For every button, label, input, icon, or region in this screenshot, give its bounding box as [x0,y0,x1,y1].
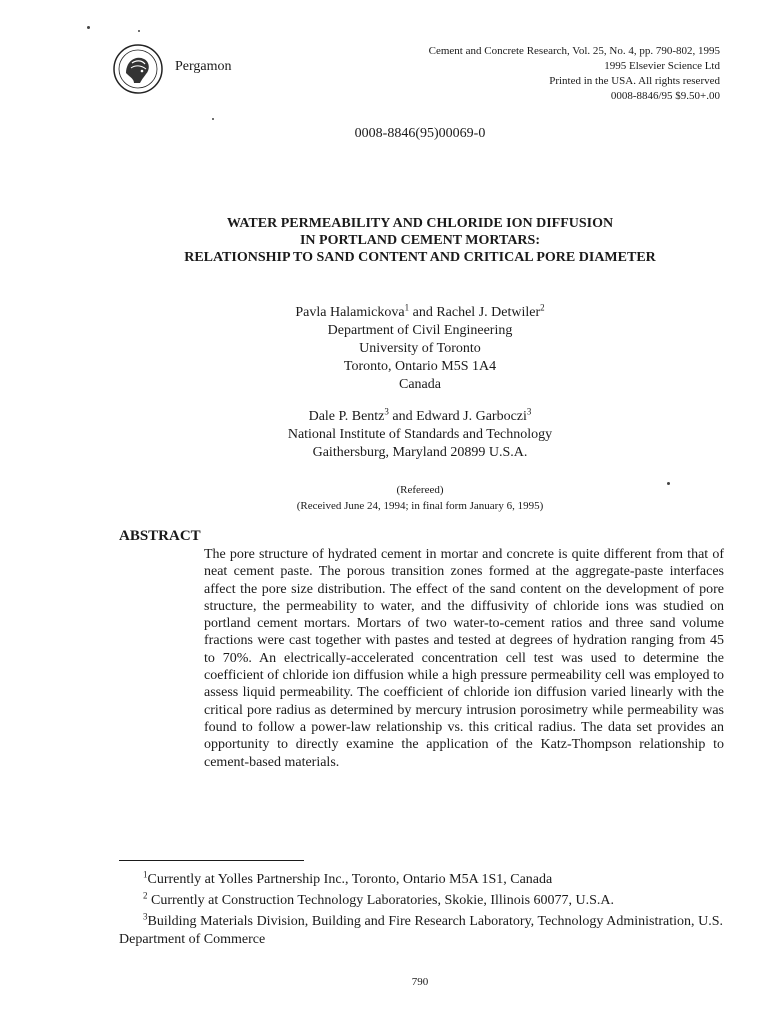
footnote [119,871,723,889]
article-identifier: 0008-8846(95)00069-0 [354,126,486,141]
footnote-divider [119,860,304,861]
pergamon-logo [112,43,164,95]
publisher-name: Pergamon [175,59,232,74]
author-block-nist [0,408,768,462]
author-names [0,304,768,322]
title-line: WATER PERMEABILITY AND CHLORIDE ION DIFFUSION [226,216,614,231]
affiliation-line: Department of Civil Engineering [327,323,513,338]
received-dates: (Received June 24, 1994; in final form January 6, 1995) [296,500,544,512]
author-name: Dale P. Bentz [308,409,385,424]
scan-speck [87,26,90,29]
page-number: 790 [411,976,429,988]
author-names [0,408,768,426]
journal-line: Printed in the USA. All rights reserved [549,75,720,87]
author-joiner: and [388,409,417,424]
footnote-text: Building Materials Division, Building and Fire Research Laboratory, Technology Administration, U.S. Department of Commerce [119,914,723,947]
footnote-mark: 2 [143,890,148,901]
footnotes [119,871,723,952]
author-name: Rachel J. Detwiler [436,305,541,320]
author-name: Pavla Halamickova [295,305,405,320]
abstract-heading: ABSTRACT [119,528,201,544]
affiliation-line: University of Toronto [359,341,481,356]
footnote-text: Currently at Construction Technology Laboratories, Skokie, Illinois 60077, U.S.A. [147,893,615,908]
scan-speck [212,118,214,120]
author-block-toronto [0,304,768,394]
abstract-text: The pore structure of hydrated cement in mortar and concrete is quite different from that of neat cement paste. The porous transition zones formed at the aggregate-paste interfaces affect the pore size distribution. The effect of the sand content on the development of pore structure, the permeability to water, and the diffusivity of chloride ions was studied on portland cement mortars. Mortars of two water-to-cement ratios and three sand volume fractions were cast together with pastes and tested at degrees of hydration ranging from 45 to 70%. An electrically-accelerated concentration cell test was used to determine the coefficient of chloride ion diffusion while a high pressure permeability cell was employed to assess liquid permeability. The coefficient of chloride ion diffusion varied linearly with the critical pore radius as determined by mercury intrusion porosimetry while permeability was found to follow a power-law relationship vs. this critical radius. The data set provides an opportunity to directly examine the application of the Katz-Thompson relationship to cement-based materials. [204,547,724,770]
journal-citation [360,44,720,104]
affiliation-line: Canada [399,377,441,392]
journal-line: 1995 Elsevier Science Ltd [604,60,720,72]
footnote-mark: 1 [143,869,148,880]
author-footnote-mark: 3 [526,406,532,417]
author-name: Edward J. Garboczi [416,409,527,424]
footnote-mark: 3 [143,911,148,922]
footnote [119,892,723,910]
affiliation-line: National Institute of Standards and Technology [287,427,553,442]
affiliation-line: Gaithersburg, Maryland 20899 U.S.A. [312,445,528,460]
refereed-label: (Refereed) [396,484,444,496]
title-line: IN PORTLAND CEMENT MORTARS: [299,233,540,248]
author-footnote-mark: 2 [540,302,545,313]
author-footnote-mark: 3 [384,406,389,417]
affiliation-line: Toronto, Ontario M5S 1A4 [343,359,497,374]
scan-speck [138,30,140,32]
scan-speck [667,482,670,485]
paper-title [0,215,768,266]
author-joiner: and [409,305,437,320]
footnote-text: Currently at Yolles Partnership Inc., Toronto, Ontario M5A 1S1, Canada [147,872,553,887]
footnote [119,913,723,949]
journal-line: 0008-8846/95 $9.50+.00 [610,90,720,102]
title-line: RELATIONSHIP TO SAND CONTENT AND CRITICAL PORE DIAMETER [184,250,656,265]
author-footnote-mark: 1 [404,302,410,313]
review-status [0,482,768,514]
journal-line: Cement and Concrete Research, Vol. 25, No. 4, pp. 790-802, 1995 [428,45,720,57]
